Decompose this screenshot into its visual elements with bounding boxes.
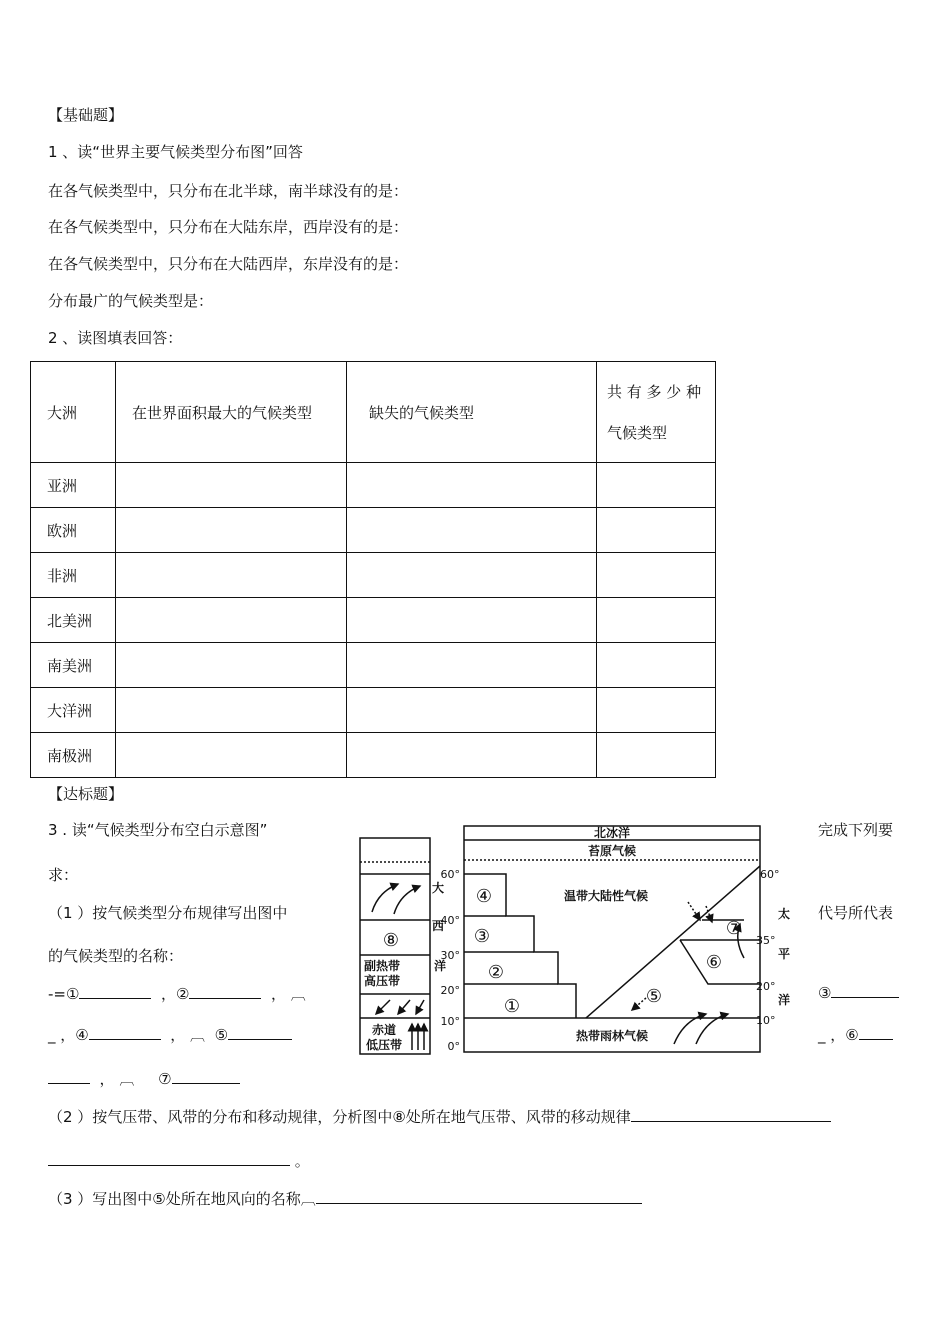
answer-cell[interactable] — [347, 688, 597, 733]
answer-line-3: ， ︹ ⑦ — [48, 1068, 240, 1089]
table-row — [31, 733, 716, 778]
answer-line-1: -=① ，② ， ︹ — [48, 985, 306, 1003]
climate-distribution-figure — [354, 822, 790, 1058]
answer-cell[interactable] — [347, 598, 597, 643]
q3-p3-text: （3 ）写出图中⑤处所在地风向的名称 — [48, 1190, 301, 1208]
answer-cell[interactable] — [116, 463, 347, 508]
answer-cell[interactable] — [116, 508, 347, 553]
table-row — [31, 508, 716, 553]
answer-cell[interactable] — [347, 643, 597, 688]
lat-right-60: 60° — [760, 868, 780, 881]
q3-p2-cont: 。 — [48, 1150, 310, 1171]
marker-2: ② — [176, 985, 190, 1003]
lat-left-0: 0° — [447, 1040, 460, 1053]
table-row — [31, 553, 716, 598]
lat-right-20: 20° — [756, 980, 776, 993]
answer-cell[interactable] — [597, 463, 716, 508]
label-7: ⑦ — [725, 918, 743, 939]
rainforest-label: 热带雨林气候 — [575, 1029, 649, 1043]
equatorial-low-label-2: 低压带 — [365, 1038, 403, 1052]
marker-4: ④ — [75, 1026, 89, 1044]
lat-left-60: 60° — [440, 868, 460, 881]
table-row — [31, 598, 716, 643]
blank-3[interactable] — [831, 983, 899, 998]
q3-p1-cont: 的气候类型的名称： — [48, 947, 184, 965]
label-1: ① — [503, 996, 521, 1017]
blank-2[interactable] — [189, 984, 261, 999]
label-2: ② — [487, 962, 505, 983]
tundra-label: 苔原气候 — [587, 844, 637, 858]
blank-5[interactable] — [228, 1025, 292, 1040]
header-climate-count — [597, 362, 716, 463]
header-climate-count-line1: 共 有 多 少 种 — [607, 383, 702, 401]
arctic-ocean-label: 北冰洋 — [593, 826, 631, 840]
climate-table — [30, 361, 716, 778]
lat-right-35: 35° — [756, 934, 776, 947]
marker-3: ③ — [818, 984, 832, 1002]
answer-cell[interactable] — [597, 553, 716, 598]
marker-1: ① — [65, 985, 80, 1003]
continental-label: 温带大陆性气候 — [563, 889, 649, 903]
row-label: 亚洲 — [31, 463, 116, 508]
header-largest-climate: 在世界面积最大的气候类型 — [116, 362, 347, 463]
answer-line-2: _ ，④ ， ︹ ⑤ — [48, 1024, 292, 1045]
marker-6: ⑥ — [845, 1026, 859, 1044]
lat-left-20: 20° — [440, 984, 460, 997]
pacific-label-1: 太 — [778, 907, 790, 921]
row-label: 南极洲 — [31, 733, 116, 778]
atlantic-label-2: 西 — [432, 919, 445, 933]
answer-cell[interactable] — [597, 598, 716, 643]
answer-cell[interactable] — [347, 508, 597, 553]
atlantic-label-3: 洋 — [434, 959, 447, 973]
answer-cell[interactable] — [116, 553, 347, 598]
answer-cell[interactable] — [116, 598, 347, 643]
table-row — [31, 688, 716, 733]
label-6: ⑥ — [705, 952, 723, 973]
label-4: ④ — [475, 886, 493, 907]
answer-cell[interactable] — [116, 733, 347, 778]
answer-line-1-right — [818, 983, 899, 1002]
q3-p2-text: （2 ）按气压带、风带的分布和移动规律，分析图中⑧处所在地气压带、风带的移动规律 — [48, 1108, 631, 1126]
q3-p1-right: 代号所代表 — [818, 904, 894, 922]
lat-right-10: 10° — [756, 1014, 776, 1027]
q1-line-1: 在各气候类型中，只分布在北半球，南半球没有的是： — [48, 182, 409, 200]
answer-cell[interactable] — [597, 508, 716, 553]
q3-title: 3 . 读“气候类型分布空白示意图” — [48, 821, 268, 839]
marker-5: ⑤ — [214, 1026, 229, 1044]
answer-cell[interactable] — [597, 733, 716, 778]
q3-title-cont: 求： — [48, 866, 79, 884]
label-3: ③ — [473, 926, 491, 947]
section-heading-basic: 【基础题】 — [48, 106, 124, 124]
blank-4[interactable] — [89, 1025, 161, 1040]
blank-6-cont[interactable] — [48, 1069, 90, 1084]
answer-line-2-right: _ ，⑥ — [818, 1024, 893, 1045]
lat-left-30: 30° — [440, 949, 460, 962]
atlantic-label-1: 大 — [432, 881, 445, 895]
blank-p2[interactable] — [631, 1107, 831, 1122]
row-label: 南美洲 — [31, 643, 116, 688]
answer-cell[interactable] — [347, 733, 597, 778]
header-continent: 大洲 — [31, 362, 116, 463]
q3-title-right: 完成下列要 — [818, 821, 894, 839]
blank-7[interactable] — [172, 1069, 240, 1084]
lat-left-40: 40° — [440, 914, 460, 927]
blank-1[interactable] — [79, 984, 151, 999]
marker-7: ⑦ — [158, 1070, 172, 1088]
row-label: 欧洲 — [31, 508, 116, 553]
answer-cell[interactable] — [347, 463, 597, 508]
subtropical-high-label-2: 高压带 — [363, 974, 401, 988]
q1-line-3: 在各气候类型中，只分布在大陆西岸，东岸没有的是： — [48, 255, 409, 273]
table-row — [31, 463, 716, 508]
lat-left-10: 10° — [440, 1015, 460, 1028]
q1-line-4: 分布最广的气候类型是： — [48, 292, 214, 310]
answer-cell[interactable] — [116, 643, 347, 688]
header-missing-climate: 缺失的气候类型 — [347, 362, 597, 463]
answer-cell[interactable] — [597, 643, 716, 688]
section-heading-standard: 【达标题】 — [48, 785, 124, 803]
q3-p3: （3 ）写出图中⑤处所在地风向的名称︹ — [48, 1188, 642, 1209]
blank-p2-cont[interactable] — [48, 1151, 290, 1166]
continent-map — [464, 826, 760, 1052]
pacific-label-2: 平 — [778, 947, 790, 961]
pacific-label-3: 洋 — [778, 993, 790, 1007]
row-label: 北美洲 — [31, 598, 116, 643]
answer-cell[interactable] — [347, 553, 597, 598]
row-label: 非洲 — [31, 553, 116, 598]
answer-cell[interactable] — [116, 688, 347, 733]
q2-title: 2 、读图填表回答： — [48, 329, 183, 347]
label-8: ⑧ — [382, 930, 400, 951]
q3-p2 — [48, 1106, 831, 1127]
label-5: ⑤ — [645, 986, 663, 1007]
table-row — [31, 643, 716, 688]
q1-title: 1 、读“世界主要气候类型分布图”回答 — [48, 143, 303, 161]
equatorial-low-label-1: 赤道 — [371, 1023, 397, 1037]
q1-line-2: 在各气候类型中，只分布在大陆东岸，西岸没有的是： — [48, 218, 409, 236]
blank-6[interactable] — [859, 1025, 893, 1040]
header-climate-count-line2: 气候类型 — [607, 424, 668, 442]
q3-p1-left: （1 ）按气候类型分布规律写出图中 — [48, 904, 288, 922]
blank-p3[interactable] — [316, 1189, 642, 1204]
row-label: 大洋洲 — [31, 688, 116, 733]
answer-cell[interactable] — [597, 688, 716, 733]
subtropical-high-label-1: 副热带 — [363, 959, 401, 973]
